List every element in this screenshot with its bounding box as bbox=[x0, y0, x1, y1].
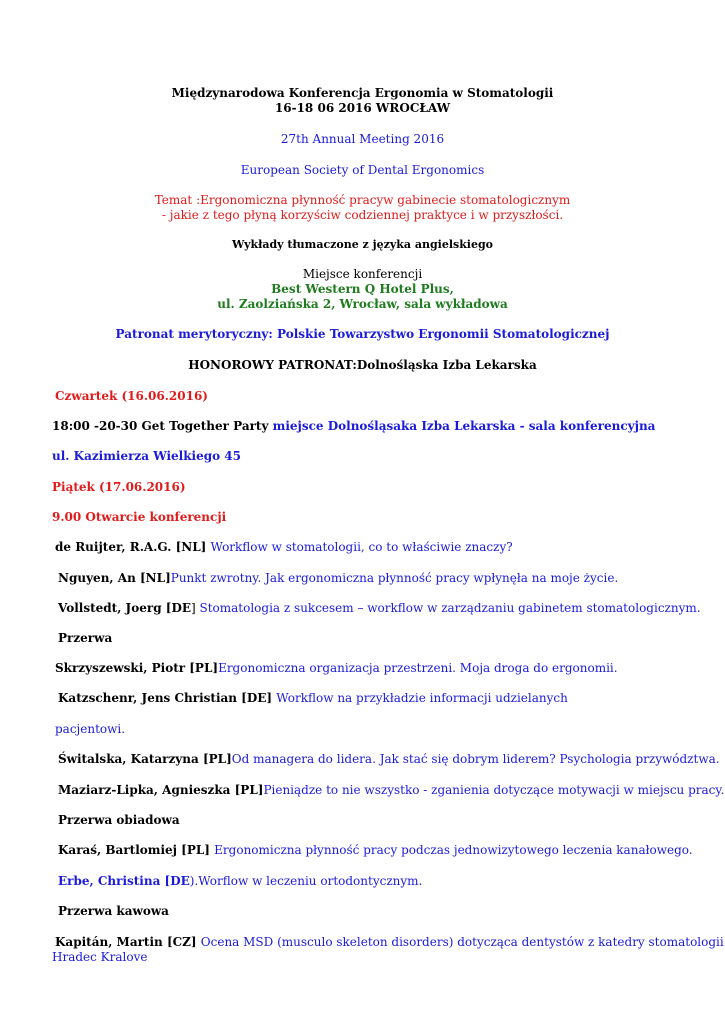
opening: 9.00 Otwarcie konferencji bbox=[52, 510, 227, 524]
session-7-speaker: Maziarz-Lipka, Agnieszka [PL] bbox=[58, 783, 264, 797]
session-5-speaker: Katzschenr, Jens Christian [DE] bbox=[58, 691, 277, 705]
session-3-speaker: Vollstedt, Joerg [DE bbox=[58, 601, 191, 615]
session-1 bbox=[55, 540, 513, 554]
session-5 bbox=[58, 691, 568, 705]
friday-heading: Piątek (17.06.2016) bbox=[52, 480, 186, 494]
honorary-patronage: HONOROWY PATRONAT:Dolnośląska Izba Lekarska bbox=[188, 358, 537, 372]
session-2 bbox=[58, 571, 618, 585]
venue-address: ul. Zaolziańska 2, Wrocław, sala wykładowa bbox=[217, 297, 508, 311]
break-1: Przerwa bbox=[58, 631, 113, 645]
session-7 bbox=[58, 783, 724, 797]
topic-line-1: Temat :Ergonomiczna płynność pracyw gabinecie stomatologicznym bbox=[154, 193, 571, 207]
session-9 bbox=[58, 874, 422, 888]
session-7-title: Pieniądze to nie wszystko - zganienia dotyczące motywacji w miejscu pracy. bbox=[263, 783, 725, 797]
party-line bbox=[52, 419, 655, 433]
venue-name: Best Western Q Hotel Plus, bbox=[271, 282, 454, 296]
session-6 bbox=[58, 752, 720, 766]
session-4-title: Ergonomiczna organizacja przestrzeni. Moja droga do ergonomii. bbox=[218, 661, 618, 675]
thursday-heading: Czwartek (16.06.2016) bbox=[55, 389, 208, 403]
break-2: Przerwa obiadowa bbox=[58, 813, 180, 827]
merit-patronage: Patronat merytoryczny: Polskie Towarzystwo Ergonomii Stomatologicznej bbox=[115, 327, 610, 341]
society-name: European Society of Dental Ergonomics bbox=[240, 163, 485, 177]
session-4 bbox=[55, 661, 618, 675]
annual-meeting: 27th Annual Meeting 2016 bbox=[280, 132, 445, 146]
session-5-title-cont: pacjentowi. bbox=[55, 722, 126, 736]
topic-line-2: - jakie z tego płyną korzyściw codziennej praktyce i w przyszłości. bbox=[161, 208, 564, 222]
session-10-speaker: Kapitán, Martin [CZ] bbox=[55, 935, 201, 949]
party-place: miejsce Dolnośląsaka Izba Lekarska - sala konferencyjna bbox=[272, 419, 656, 433]
session-8-title: Ergonomiczna płynność pracy podczas jednowizytowego leczenia kanałowego. bbox=[214, 843, 693, 857]
session-8 bbox=[58, 843, 693, 857]
session-3-title: Stomatologia z sukcesem – workflow w zarządzaniu gabinetem stomatologicznym. bbox=[199, 601, 701, 615]
session-5-title: Workflow na przykładzie informacji udzielanych bbox=[276, 691, 568, 705]
session-3-bracket: ] bbox=[191, 601, 200, 615]
session-1-title: Workflow w stomatologii, co to właściwie znaczy? bbox=[210, 540, 513, 554]
party-address: ul. Kazimierza Wielkiego 45 bbox=[52, 449, 241, 463]
session-4-speaker: Skrzyszewski, Piotr [PL] bbox=[55, 661, 219, 675]
party-time: 18:00 -20-30 Get Together Party bbox=[52, 419, 273, 433]
venue-label: Miejsce konferencji bbox=[302, 267, 423, 281]
session-6-speaker: Świtalska, Katarzyna [PL] bbox=[58, 752, 232, 766]
conference-title: Międzynarodowa Konferencja Ergonomia w Stomatologii bbox=[171, 86, 554, 100]
break-3: Przerwa kawowa bbox=[58, 904, 169, 918]
translation-note: Wykłady tłumaczone z języka angielskiego bbox=[231, 238, 494, 251]
session-3 bbox=[58, 601, 701, 615]
session-10 bbox=[55, 935, 724, 949]
session-9-speaker: Erbe, Christina [DE bbox=[58, 874, 190, 888]
session-2-speaker: Nguyen, An [NL] bbox=[58, 571, 171, 585]
session-2-title: Punkt zwrotny. Jak ergonomiczna płynność pracy wpłynęła na moje życie. bbox=[170, 571, 619, 585]
session-6-title: Od managera do lidera. Jak stać się dobrym liderem? Psychologia przywództwa. bbox=[231, 752, 720, 766]
conference-dates: 16-18 06 2016 WROCŁAW bbox=[274, 101, 451, 115]
session-10-title: Ocena MSD (musculo skeleton disorders) dotycząca dentystów z katedry stomatologii bbox=[200, 935, 724, 949]
session-1-speaker: de Ruijter, R.A.G. [NL] bbox=[55, 540, 211, 554]
session-9-title: ).Worflow w leczeniu ortodontycznym. bbox=[189, 874, 423, 888]
session-10-title-cont: Hradec Kralove bbox=[52, 950, 148, 964]
session-8-speaker: Karaś, Bartlomiej [PL] bbox=[58, 843, 215, 857]
